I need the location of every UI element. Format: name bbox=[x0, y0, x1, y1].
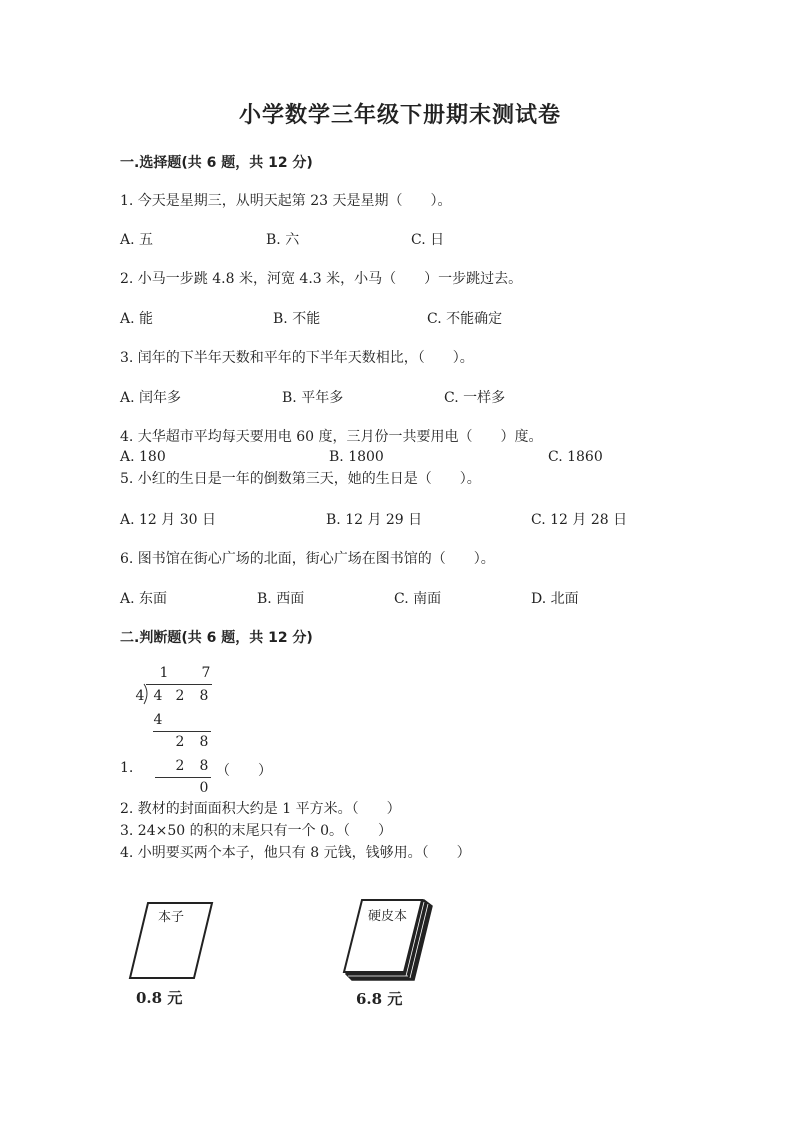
step-digit: 8 bbox=[199, 758, 209, 774]
judge-question-1-paren: （ ） bbox=[216, 763, 272, 779]
judge-question-4: 4. 小明要买两个本子，他只有 8 元钱，钱够用。（ ） bbox=[120, 845, 471, 861]
option-1b: B. 六 bbox=[266, 232, 300, 248]
notebook-label: 本子 bbox=[158, 910, 185, 925]
option-6a: A. 东面 bbox=[120, 591, 168, 607]
hardcover-label: 硬皮本 bbox=[368, 909, 408, 924]
option-4b: B. 1800 bbox=[329, 449, 384, 465]
step-digit: 4 bbox=[153, 712, 163, 728]
question-1: 1. 今天是星期三，从明天起第 23 天是星期（ ）。 bbox=[120, 193, 452, 209]
option-2a: A. 能 bbox=[120, 311, 154, 327]
question-2: 2. 小马一步跳 4.8 米，河宽 4.3 米，小马（ ）一步跳过去。 bbox=[120, 271, 523, 287]
divisor: 4 bbox=[135, 688, 145, 704]
dividend-digit: 2 bbox=[175, 688, 185, 704]
dividend-digit: 4 bbox=[153, 688, 163, 704]
option-1c: C. 日 bbox=[411, 232, 445, 248]
step-line bbox=[153, 731, 211, 732]
option-5b: B. 12 月 29 日 bbox=[326, 512, 423, 528]
option-1a: A. 五 bbox=[120, 232, 154, 248]
option-3c: C. 一样多 bbox=[444, 390, 506, 406]
remainder: 0 bbox=[199, 780, 209, 796]
step-digit: 2 bbox=[175, 734, 185, 750]
notebook-price: 0.8 元 bbox=[136, 989, 183, 1007]
option-6c: C. 南面 bbox=[394, 591, 442, 607]
option-4c: C. 1860 bbox=[548, 449, 603, 465]
option-2b: B. 不能 bbox=[273, 311, 321, 327]
option-2c: C. 不能确定 bbox=[427, 311, 503, 327]
option-3a: A. 闰年多 bbox=[120, 390, 182, 406]
step-line bbox=[155, 777, 211, 778]
option-6b: B. 西面 bbox=[257, 591, 305, 607]
division-bracket bbox=[143, 683, 151, 705]
section-heading-judge: 二.判断题(共 6 题，共 12 分) bbox=[120, 630, 313, 646]
quotient-digit: 7 bbox=[201, 665, 211, 681]
page-title: 小学数学三年级下册期末测试卷 bbox=[238, 102, 561, 128]
question-3: 3. 闰年的下半年天数和平年的下半年天数相比，（ ）。 bbox=[120, 350, 474, 366]
step-digit: 2 bbox=[175, 758, 185, 774]
judge-question-3: 3. 24×50 的积的末尾只有一个 0。（ ） bbox=[120, 823, 392, 839]
division-bar bbox=[146, 684, 212, 685]
option-5c: C. 12 月 28 日 bbox=[531, 512, 628, 528]
question-5: 5. 小红的生日是一年的倒数第三天，她的生日是（ ）。 bbox=[120, 471, 481, 487]
step-digit: 8 bbox=[199, 734, 209, 750]
dividend-digit: 8 bbox=[199, 688, 209, 704]
option-5a: A. 12 月 30 日 bbox=[120, 512, 216, 528]
judge-question-2: 2. 教材的封面面积大约是 1 平方米。（ ） bbox=[120, 801, 401, 817]
hardcover-price: 6.8 元 bbox=[356, 990, 403, 1008]
option-4a: A. 180 bbox=[120, 449, 166, 465]
section-heading-choice: 一.选择题(共 6 题，共 12 分) bbox=[120, 155, 313, 171]
quotient-digit: 1 bbox=[159, 665, 169, 681]
question-4: 4. 大华超市平均每天要用电 60 度，三月份一共要用电（ ）度。 bbox=[120, 429, 543, 445]
option-3b: B. 平年多 bbox=[282, 390, 344, 406]
judge-question-1-number: 1. bbox=[120, 760, 134, 776]
option-6d: D. 北面 bbox=[531, 591, 579, 607]
question-6: 6. 图书馆在街心广场的北面，街心广场在图书馆的（ ）。 bbox=[120, 551, 495, 567]
